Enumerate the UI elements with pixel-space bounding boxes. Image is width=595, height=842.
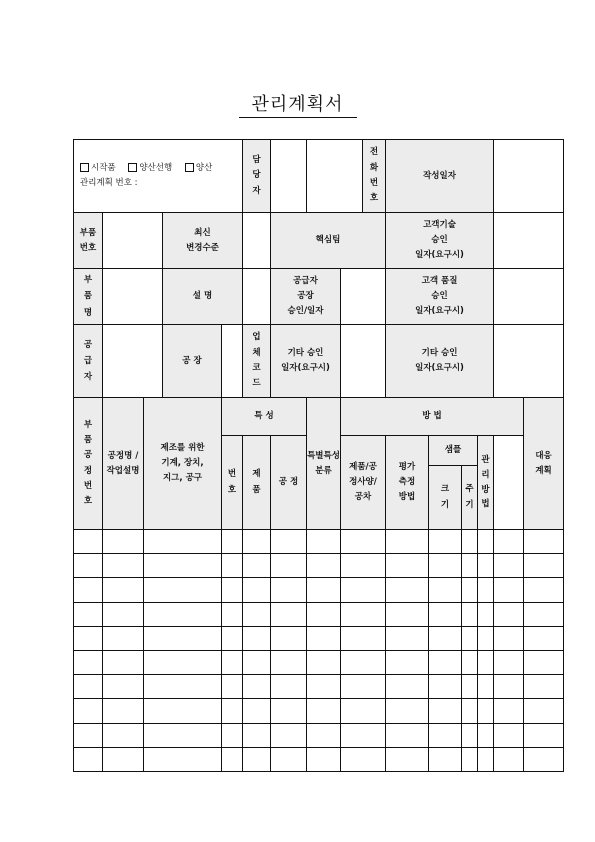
- table-cell[interactable]: [103, 675, 144, 699]
- table-cell[interactable]: [462, 723, 478, 747]
- table-cell[interactable]: [478, 675, 494, 699]
- date-written-value[interactable]: [494, 140, 564, 213]
- table-cell[interactable]: [103, 723, 144, 747]
- table-row: [74, 530, 564, 554]
- table-cell[interactable]: [524, 747, 564, 771]
- person-in-charge-label: 담당자: [243, 140, 271, 213]
- table-cell[interactable]: [243, 602, 271, 626]
- table-cell[interactable]: [222, 626, 243, 650]
- table-cell[interactable]: [243, 626, 271, 650]
- table-cell[interactable]: [243, 723, 271, 747]
- table-cell[interactable]: [243, 747, 271, 771]
- table-cell[interactable]: [341, 554, 386, 578]
- person-in-charge-value[interactable]: [271, 140, 307, 213]
- table-cell[interactable]: [144, 554, 222, 578]
- table-cell[interactable]: [341, 723, 386, 747]
- table-cell[interactable]: [144, 650, 222, 674]
- table-cell[interactable]: [478, 602, 494, 626]
- table-cell[interactable]: [341, 747, 386, 771]
- option-prototype[interactable]: 시작품: [80, 163, 116, 173]
- customer-quality-approval-value[interactable]: [494, 269, 564, 325]
- other-approval-value-1[interactable]: [341, 325, 386, 398]
- part-name-value[interactable]: [103, 269, 163, 325]
- table-cell[interactable]: [524, 554, 564, 578]
- checkbox-icon[interactable]: [80, 163, 89, 172]
- table-row: [74, 699, 564, 723]
- table-cell[interactable]: [462, 626, 478, 650]
- title-underline: [239, 117, 357, 118]
- table-cell[interactable]: [494, 554, 524, 578]
- table-cell[interactable]: [341, 578, 386, 602]
- table-cell[interactable]: [494, 747, 524, 771]
- table-cell[interactable]: [341, 602, 386, 626]
- part-number-label: 부품 번호: [74, 213, 103, 269]
- table-cell[interactable]: [144, 530, 222, 554]
- data-rows: [74, 530, 564, 772]
- table-cell[interactable]: [74, 650, 103, 674]
- customer-eng-approval-label: 고객기술 승인 일자(요구시): [386, 213, 494, 269]
- table-cell[interactable]: [243, 675, 271, 699]
- supplier-row: [74, 325, 564, 398]
- table-cell[interactable]: [341, 650, 386, 674]
- part-name-label: 부품명: [74, 269, 103, 325]
- customer-eng-approval-value[interactable]: [494, 213, 564, 269]
- col-char-process: 공 정: [271, 436, 307, 530]
- table-cell[interactable]: [429, 578, 462, 602]
- table-cell[interactable]: [271, 578, 307, 602]
- table-cell[interactable]: [307, 675, 341, 699]
- table-cell[interactable]: [103, 530, 144, 554]
- table-cell[interactable]: [429, 554, 462, 578]
- part-number-row: [74, 213, 564, 269]
- col-sample-size: 크기: [429, 466, 462, 530]
- description-label: 설 명: [163, 269, 243, 325]
- table-cell[interactable]: [386, 602, 429, 626]
- other-approval-label-1: 기타 승인 일자(요구시): [271, 325, 341, 398]
- table-cell[interactable]: [74, 723, 103, 747]
- date-written-label: 작성일자: [386, 140, 494, 213]
- table-cell[interactable]: [144, 747, 222, 771]
- latest-change-level-label: 최신 변경수준: [163, 213, 243, 269]
- page-title: 관리계획서: [251, 94, 344, 115]
- col-sample: 샘플: [429, 436, 478, 466]
- core-team-label: 핵심팀: [271, 213, 386, 269]
- other-approval-label-2: 기타 승인 일자(요구시): [386, 325, 494, 398]
- table-cell[interactable]: [341, 530, 386, 554]
- table-cell[interactable]: [222, 747, 243, 771]
- table-cell[interactable]: [271, 723, 307, 747]
- option-production[interactable]: 양산: [185, 163, 212, 173]
- table-cell[interactable]: [386, 723, 429, 747]
- table-row: [74, 626, 564, 650]
- table-cell[interactable]: [222, 554, 243, 578]
- table-cell[interactable]: [74, 626, 103, 650]
- table-cell[interactable]: [494, 530, 524, 554]
- table-cell[interactable]: [222, 723, 243, 747]
- table-cell[interactable]: [74, 554, 103, 578]
- table-cell[interactable]: [429, 626, 462, 650]
- table-cell[interactable]: [271, 675, 307, 699]
- table-cell[interactable]: [307, 626, 341, 650]
- col-special-char-class: 특별특성 분류: [307, 398, 341, 530]
- table-cell[interactable]: [144, 626, 222, 650]
- table-cell[interactable]: [524, 626, 564, 650]
- table-cell[interactable]: [243, 554, 271, 578]
- table-cell[interactable]: [494, 650, 524, 674]
- table-cell[interactable]: [144, 578, 222, 602]
- table-row: [74, 723, 564, 747]
- table-cell[interactable]: [494, 675, 524, 699]
- table-cell[interactable]: [478, 626, 494, 650]
- supplier-plant-approval-label: 공급자 공장 승인/일자: [271, 269, 341, 325]
- col-evaluation-method: 평가 측정 방법: [386, 436, 429, 530]
- col-characteristics: 특 성: [222, 398, 307, 436]
- table-cell[interactable]: [386, 675, 429, 699]
- table-cell[interactable]: [74, 675, 103, 699]
- table-cell[interactable]: [222, 602, 243, 626]
- col-reaction-plan: 대응 계획: [524, 398, 564, 530]
- table-cell[interactable]: [243, 650, 271, 674]
- table-cell[interactable]: [271, 699, 307, 723]
- table-cell[interactable]: [462, 747, 478, 771]
- table-cell[interactable]: [222, 530, 243, 554]
- table-cell[interactable]: [74, 602, 103, 626]
- table-cell[interactable]: [478, 699, 494, 723]
- col-char-number: 번호: [222, 436, 243, 530]
- table-cell[interactable]: [429, 699, 462, 723]
- table-cell[interactable]: [386, 699, 429, 723]
- table-cell[interactable]: [341, 626, 386, 650]
- plant-value[interactable]: [222, 325, 243, 398]
- control-plan-form: [73, 139, 564, 772]
- table-cell[interactable]: [341, 675, 386, 699]
- table-cell[interactable]: [494, 578, 524, 602]
- table-cell[interactable]: [271, 626, 307, 650]
- table-cell[interactable]: [429, 675, 462, 699]
- table-cell[interactable]: [271, 530, 307, 554]
- table-cell[interactable]: [386, 554, 429, 578]
- table-cell[interactable]: [307, 723, 341, 747]
- col-sample-frequency: 주기: [462, 466, 478, 530]
- table-cell[interactable]: [222, 650, 243, 674]
- checkbox-icon[interactable]: [128, 163, 137, 172]
- table-cell[interactable]: [307, 578, 341, 602]
- table-cell[interactable]: [307, 747, 341, 771]
- table-cell[interactable]: [386, 578, 429, 602]
- table-cell[interactable]: [144, 723, 222, 747]
- col-process-name: 공정명 / 작업설명: [103, 398, 144, 530]
- table-row: [74, 602, 564, 626]
- table-cell[interactable]: [478, 747, 494, 771]
- table-cell[interactable]: [429, 650, 462, 674]
- table-cell[interactable]: [144, 602, 222, 626]
- table-row: [74, 578, 564, 602]
- table-cell[interactable]: [429, 723, 462, 747]
- table-row: [74, 554, 564, 578]
- table-cell[interactable]: [144, 699, 222, 723]
- table-cell[interactable]: [103, 578, 144, 602]
- latest-change-level-value[interactable]: [243, 213, 271, 269]
- plant-label: 공 장: [163, 325, 222, 398]
- table-cell[interactable]: [307, 554, 341, 578]
- table-cell[interactable]: [462, 650, 478, 674]
- table-cell[interactable]: [478, 650, 494, 674]
- col-methods: 방 법: [341, 398, 524, 436]
- table-cell[interactable]: [222, 578, 243, 602]
- col-char-product: 제품: [243, 436, 271, 530]
- supplier-label: 공급자: [74, 325, 103, 398]
- table-cell[interactable]: [478, 723, 494, 747]
- table-cell[interactable]: [103, 747, 144, 771]
- table-cell[interactable]: [271, 747, 307, 771]
- col-control-method: 관리 방법: [478, 436, 494, 530]
- table-cell[interactable]: [462, 699, 478, 723]
- part-name-row: [74, 269, 564, 325]
- table-row: [74, 747, 564, 771]
- description-value[interactable]: [243, 269, 271, 325]
- table-cell[interactable]: [271, 650, 307, 674]
- table-cell[interactable]: [74, 530, 103, 554]
- table-cell[interactable]: [243, 699, 271, 723]
- table-cell[interactable]: [524, 650, 564, 674]
- table-cell[interactable]: [103, 699, 144, 723]
- table-cell[interactable]: [103, 602, 144, 626]
- table-cell[interactable]: [222, 699, 243, 723]
- table-cell[interactable]: [74, 578, 103, 602]
- table-cell[interactable]: [462, 578, 478, 602]
- table-cell[interactable]: [103, 626, 144, 650]
- table-cell[interactable]: [307, 699, 341, 723]
- col-product-spec-tolerance: 제품/공 정사양/ 공차: [341, 436, 386, 530]
- company-code-label: 업체코드: [243, 325, 271, 398]
- table-cell[interactable]: [429, 530, 462, 554]
- table-cell[interactable]: [429, 602, 462, 626]
- table-cell[interactable]: [494, 602, 524, 626]
- table-cell[interactable]: [103, 554, 144, 578]
- table-cell[interactable]: [478, 554, 494, 578]
- col-machine-tools: 제조를 위한 기계, 장치, 지그, 공구: [144, 398, 222, 530]
- supplier-plant-approval-value[interactable]: [341, 269, 386, 325]
- table-cell[interactable]: [524, 675, 564, 699]
- table-cell[interactable]: [494, 699, 524, 723]
- table-cell[interactable]: [386, 626, 429, 650]
- table-cell[interactable]: [307, 602, 341, 626]
- table-cell[interactable]: [478, 578, 494, 602]
- table-cell[interactable]: [386, 650, 429, 674]
- table-cell[interactable]: [386, 747, 429, 771]
- part-number-value[interactable]: [103, 213, 163, 269]
- table-cell[interactable]: [478, 530, 494, 554]
- table-row: [74, 650, 564, 674]
- phone-number-label: 전화번호: [363, 140, 386, 213]
- table-cell[interactable]: [524, 530, 564, 554]
- supplier-value[interactable]: [103, 325, 163, 398]
- table-cell[interactable]: [462, 602, 478, 626]
- option-prelaunch[interactable]: 양산선행: [128, 163, 172, 173]
- table-cell[interactable]: [307, 650, 341, 674]
- table-row: [74, 675, 564, 699]
- table-cell[interactable]: [462, 530, 478, 554]
- table-cell[interactable]: [524, 723, 564, 747]
- table-cell[interactable]: [524, 602, 564, 626]
- phone-value[interactable]: [307, 140, 363, 213]
- table-cell[interactable]: [462, 554, 478, 578]
- form-header-row: [74, 140, 564, 213]
- plan-type-cell: [74, 140, 243, 213]
- table-cell[interactable]: [524, 578, 564, 602]
- column-header-row: [74, 398, 564, 436]
- table-cell[interactable]: [462, 675, 478, 699]
- table-cell[interactable]: [524, 699, 564, 723]
- table-cell[interactable]: [429, 747, 462, 771]
- table-cell[interactable]: [243, 530, 271, 554]
- table-cell[interactable]: [74, 699, 103, 723]
- table-cell[interactable]: [243, 578, 271, 602]
- table-cell[interactable]: [144, 675, 222, 699]
- table-cell[interactable]: [222, 675, 243, 699]
- table-cell[interactable]: [271, 602, 307, 626]
- table-cell[interactable]: [494, 626, 524, 650]
- col-part-process-number: 부품공정번호: [74, 398, 103, 530]
- customer-quality-approval-label: 고객 품질 승인 일자(요구시): [386, 269, 494, 325]
- table-cell[interactable]: [271, 554, 307, 578]
- table-cell[interactable]: [494, 723, 524, 747]
- table-cell[interactable]: [341, 699, 386, 723]
- table-cell[interactable]: [103, 650, 144, 674]
- table-cell[interactable]: [307, 530, 341, 554]
- plan-number-label: 관리계획 번호 :: [80, 178, 138, 188]
- checkbox-icon[interactable]: [185, 163, 194, 172]
- table-cell[interactable]: [74, 747, 103, 771]
- table-cell[interactable]: [386, 530, 429, 554]
- other-approval-value-2[interactable]: [494, 325, 564, 398]
